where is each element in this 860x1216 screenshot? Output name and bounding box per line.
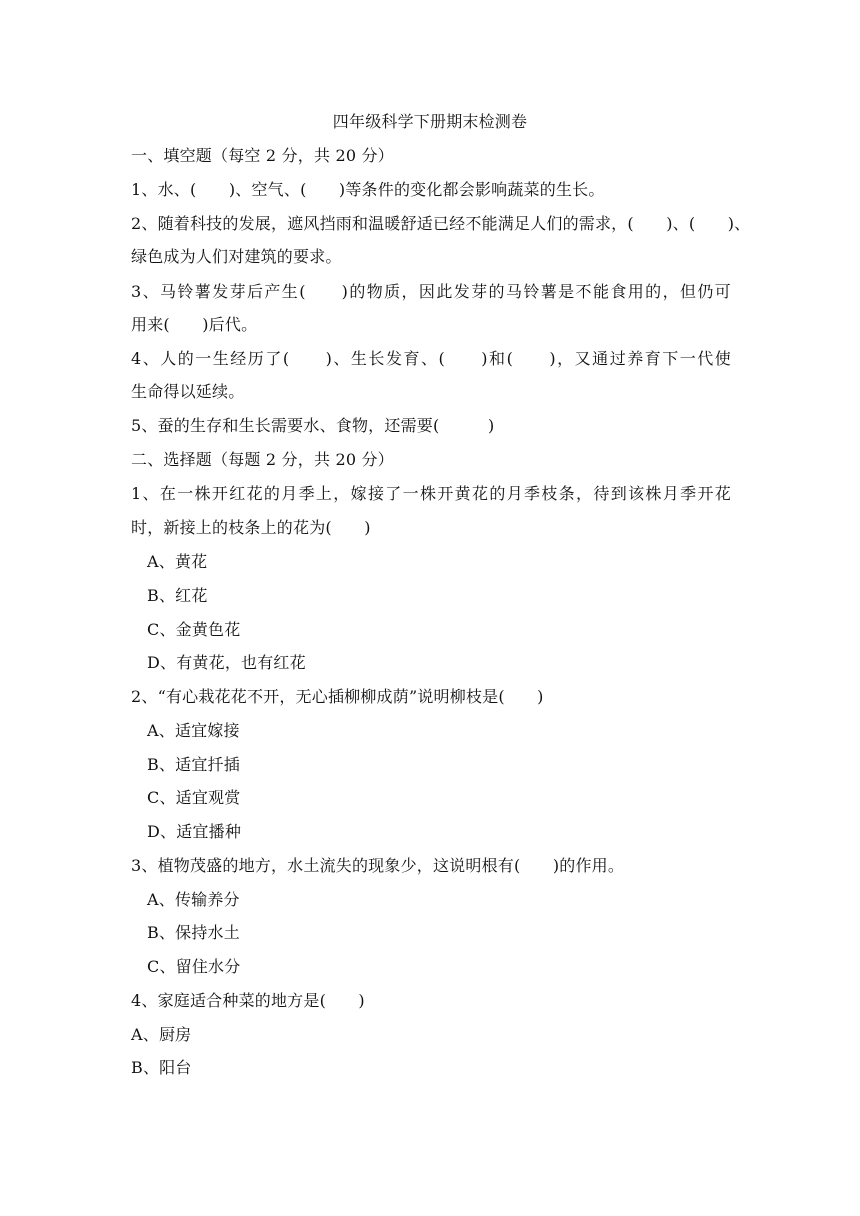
choice-question-3-option-c: C、留住水分 bbox=[147, 957, 241, 976]
choice-question-3-option-b: B、保持水土 bbox=[147, 923, 240, 942]
fill-question-2-line-2: 绿色成为人们对建筑的要求。 bbox=[131, 247, 342, 266]
fill-question-5: 5、蚕的生存和生长需要水、食物，还需要( ) bbox=[131, 416, 495, 435]
exam-title: 四年级科学下册期末检测卷 bbox=[332, 112, 528, 131]
fill-question-4-line-1: 4、人的一生经历了( )、生长发育、( )和( )，又通过养育下一代使 bbox=[131, 349, 731, 368]
choice-question-1-line-2: 时，新接上的枝条上的花为( ) bbox=[131, 518, 371, 537]
choice-question-2: 2、“有心栽花花不开，无心插柳柳成荫”说明柳枝是( ) bbox=[131, 687, 544, 706]
choice-question-1-line-1: 1、在一株开红花的月季上，嫁接了一株开黄花的月季枝条，待到该株月季开花 bbox=[131, 484, 731, 503]
choice-question-4-option-a: A、厨房 bbox=[131, 1025, 192, 1044]
section-2-heading: 二、选择题（每题 2 分，共 20 分） bbox=[131, 450, 394, 469]
choice-question-4-option-b: B、阳台 bbox=[131, 1058, 192, 1077]
choice-question-1-option-d: D、有黄花，也有红花 bbox=[147, 653, 306, 672]
choice-question-4: 4、家庭适合种菜的地方是( ) bbox=[131, 991, 365, 1010]
choice-question-2-option-b: B、适宜扦插 bbox=[147, 755, 240, 774]
choice-question-1-option-c: C、金黄色花 bbox=[147, 620, 241, 639]
section-1-heading: 一、填空题（每空 2 分，共 20 分） bbox=[131, 146, 394, 165]
choice-question-2-option-a: A、适宜嫁接 bbox=[147, 721, 240, 740]
fill-question-2-line-1: 2、随着科技的发展，遮风挡雨和温暖舒适已经不能满足人们的需求，( )、( )、 bbox=[131, 214, 751, 233]
fill-question-1: 1、水、( )、空气、( )等条件的变化都会影响蔬菜的生长。 bbox=[131, 180, 605, 199]
choice-question-1-option-a: A、黄花 bbox=[147, 552, 208, 571]
fill-question-3-line-1: 3、马铃薯发芽后产生( )的物质，因此发芽的马铃薯是不能食用的，但仍可 bbox=[131, 282, 731, 301]
choice-question-2-option-d: D、适宜播种 bbox=[147, 822, 242, 841]
choice-question-2-option-c: C、适宜观赏 bbox=[147, 788, 241, 807]
choice-question-3: 3、植物茂盛的地方，水土流失的现象少，这说明根有( )的作用。 bbox=[131, 856, 625, 875]
choice-question-3-option-a: A、传输养分 bbox=[147, 890, 240, 909]
fill-question-3-line-2: 用来( )后代。 bbox=[131, 315, 258, 334]
choice-question-1-option-b: B、红花 bbox=[147, 586, 208, 605]
fill-question-4-line-2: 生命得以延续。 bbox=[131, 382, 245, 401]
